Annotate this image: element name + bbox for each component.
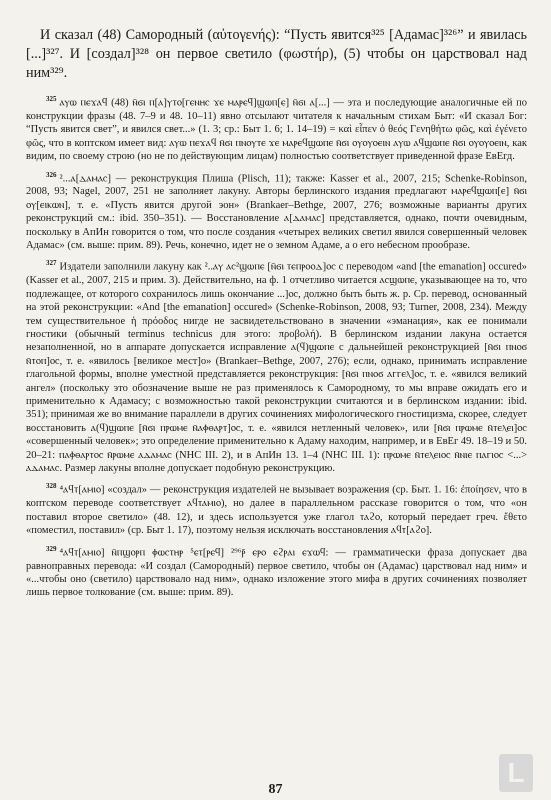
footnote-text: Издатели заполнили лакуну как ²..ⲁⲩ ⲁⲥ²ϣⲱⲡⲉ [ⲛ̄ϭⲓ ⲧⲉⲡⲣⲟⲟⲇ]ⲟⲥ с переводом «and [the emanation] occured» (Kasser et al., 2007, 215 и прим. 3). Действительно, на ф. 1 отчетливо читается ⲁⲥϣⲱⲡⲉ, указывающее на то, что подлежащее, от которого сохранилось лишь окончание ...]ⲟⲥ, должно быть быть ж. р. Ср. перевод, основанный на этой реконструкции: «And [the emanation] occured» (Schenke-Robinson, 2008, 93; Turner, 2008, 234). Между тем существительное ἡ πρόοδος нигде не засвидетельствовано в значении «эманация», как ее понимали гностики (обычный terminus technicus для этого: προβολή). В берлинском издании лакуна остается незаполненной, но в аппарате допускается исправление ⲁ(ϥ)ϣⲱⲡⲉ с дальнейшей реконструкцией [ⲛ̄ϭⲓ ⲡⲛⲟϭ ⲛ̄ⲧⲟⲡ]ⲟⲥ, т. е. «явилось [великое мест]о» (Brankaer–Bethge, 2007, 276); если, однако, принимать исправление глагольной формы, вполне уместной представляется реконструкция: [ⲛ̄ϭⲓ ⲡⲛⲟϭ ⲁⲅⲅⲉⲗ]ⲟⲥ, т. е. «явился великий ангел» (поскольку это обозначение выше не раз применялось к Самородному, то мы вправе ожидать его и применительно к Адамасу; с возможностью такой реконструкции считаются и в берлинском издании: ibid. 351); принимая же во внимание параллели в других сочинениях мифологического гностицизма, скорее, следует восстановить ⲁ(ϥ)ϣⲱⲡⲉ [ⲛ̄ϭⲓ ⲡⲣⲱⲙⲉ ⲛ̄ⲁⲫⲑⲁⲣⲧ]ⲟⲥ, т. е. «явился нетленный человек», или [ⲛ̄ϭⲓ ⲡⲣⲱⲙⲉ ⲛ̄ⲧⲉⲗⲉⲓ]ⲟⲥ «совершенный человек»; это определение применительно к Адаму находим, например, и в ЕвЕг 49. 18–19 и 50. 20–21: ⲡⲁⲫⲑⲁⲣⲧⲟⲥ ⲛ̄ⲣⲱⲙⲉ ⲁⲇⲁⲙⲁⲥ (NHC III. 2), и в АпИн 13. 1–4 (NHC III. 1): ⲡⲣⲱⲙⲉ ⲛ̄ⲧⲉⲗⲉⲓⲟⲥ ⲛ̄ⲛⲓⲉ ⲡⲁⲅⲓⲟⲥ <...> ⲁⲇⲁⲙⲁⲥ. Размер лакуны вполне допускает подобную реконструкцию. xyxy=(26,261,527,475)
footnote-number: 326 xyxy=(46,170,57,179)
footnote-328 xyxy=(26,480,527,537)
footnotes xyxy=(26,93,527,600)
footnote-number: 327 xyxy=(46,259,57,268)
footnote-text: ⁴ⲁϥⲧ[ⲁⲙⲓⲟ] ⲛ̄ⲡϣⲟⲣⲡ ⲫⲱⲥⲧⲏⲣ ⁵ⲉⲧ[ⲣⲉϥ] ²⁹⁶ⲣ̄ ⲉⲣⲟ ⲉϩⲣⲁⲓ ⲉϫⲱϥ: — грамматически фраза допускает два равноправных перевода: «И создал (Самородный) первое светило, чтобы он (Адамас) царствовал над ним» и «...чтобы оно (светило) царствовало над ним», однако изложение этого мифа в других сочинениях позволяет лишь первое толкование (см. выше: прим. 89). xyxy=(26,547,527,599)
footnote-text: ⁴ⲁϥⲧ[ⲁⲙⲓⲟ] «создал» — реконструкция издателей не вызывает возражения (ср. Быт. 1. 16: ἐποίησεν, что в коптском переводе соответствует ⲁϥⲧⲁⲙⲓⲟ), но далее в параллельном рассказе говорится о том, что «он поставил второе светило» (48. 12), и здесь используется уже глагол ⲧⲁϩⲟ, который передает греч. ἔθετο «поместил, поставил» (ср. Быт 1. 17), поэтому нельзя исключать восстановления ⲁϥⲧ[ⲁϩⲟ]. xyxy=(26,484,527,537)
footnote-number: 325 xyxy=(46,95,57,103)
footnote-text: ²...ⲁ[ⲇⲁⲙⲁⲥ] — реконструкция Плиша (Plisch, 11); также: Kasser et al., 2007, 215; Schenke-Robinson, 2008, 93; Nagel, 2007, 251 не заполняет лакуну. Авторы берлинского издания предлагают ⲙⲁⲣⲉϥϣⲱⲡ[ⲉ] ⲛ̄ϭⲓ ⲟⲩ[ⲉⲓⲕⲱⲛ], т. е. «Пусть явится другой эон» (Brankaer–Bethge, 2007, 276; возможные варианты других реконструкций см.: ibid. 350–351). — Восстановление ⲁ[ⲇⲁⲙⲁⲥ] представляется, однако, почти очевидным, поскольку в АпИн говорится о том, что после создания «четырех великих светил явился совершенный человек Адамас» (см. выше: прим. 89). Речь, конечно, идет не о земном Адаме, а о его небесном прообразе. xyxy=(26,173,527,252)
footnote-325 xyxy=(26,93,527,164)
main-paragraph: И сказал (48) Самородный (αὐτογενής): “Пусть явится³²⁵ [Адамас]³²⁶” и явилась [...]³²⁷. И [создал]³²⁸ он первое светило (φωστήρ), (5) чтобы он царствовал над ним³²⁹. xyxy=(26,27,527,81)
footnote-329 xyxy=(26,543,527,600)
watermark-letter: L xyxy=(507,757,525,788)
page-number: 87 xyxy=(268,782,283,797)
footnote-number: 328 xyxy=(46,482,57,491)
footnote-326 xyxy=(26,169,527,253)
footnote-number: 329 xyxy=(46,544,57,553)
footnote-327 xyxy=(26,257,527,475)
footnote-text: ⲁⲩⲱ ⲡⲉϫⲁϥ (48) ⲛ̄ϭⲓ ⲡ[ⲁ]ⲩⲧⲟ[ⲅⲉⲛⲏⲥ ϫⲉ ⲙⲁⲣⲉϥ]ϣⲱⲡ[ⲉ] ⲛ̄ϭⲓ ⲁ[...] — эта и последующие аналогичные ей по конструкции фразы (48. 7–9 и 48. 10–11) явно отсылают читателя к начальным стихам Быт: «И сказал Бог: “Пусть явится свет”, и явился свет...» (1. 3; ср.: Быт 1. 6; 1. 14–19) = καὶ εἶπεν ὁ θεός Γενηθήτω φῶς, καὶ ἐγένετο φῶς, что в коптском имеет вид: ⲁⲩⲱ ⲡⲉϫⲁϥ ⲛ̄ϭⲓ ⲡⲛⲟⲩⲧⲉ ϫⲉ ⲙⲁⲣⲉϥϣⲱⲡⲉ ⲛ̄ϭⲓ ⲟⲩⲟⲩⲟⲉⲓⲛ ⲁⲩⲱ ⲁϥϣⲱⲡⲉ ⲛ̄ϭⲓ ⲟⲩⲟⲩⲟⲉⲓⲛ, как видим, по своему строю (но не по действующим лицам) полностью соответствует приведенной фразе ЕвЕгд. xyxy=(26,97,527,163)
watermark-logo xyxy=(499,754,533,792)
